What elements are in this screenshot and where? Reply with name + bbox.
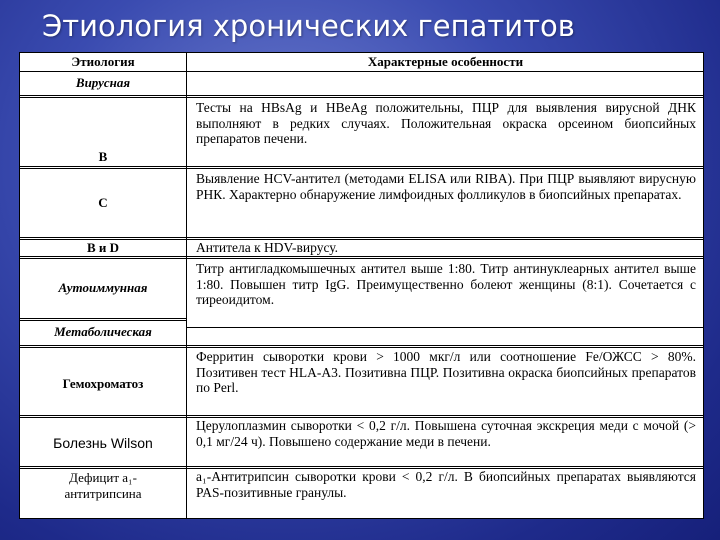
features-autoimmune: Титр антигладкомышечных антител выше 1:80. Титр антинуклеарных антител выше 1:80. Повышен титр IgG. Преимущественно болеют женщины (8:1). Сочетается с тиреоидитом. [196,261,696,308]
etiology-wilson: Болезнь Wilson [53,435,153,451]
etiology-bd: B и D [86,240,120,255]
header-features: Характерные особенности [367,54,524,69]
header-etiology: Этиология [71,54,135,69]
features-a1-antitrypsin: a₁-Антитрипсин сыворотки крови < 0,2 г/л. В биопсийных препаратах выявляются PAS-позитивные гранулы. [196,469,696,500]
etiology-hemochromatosis: Гемохроматоз [62,376,144,391]
features-hemochromatosis: Ферритин сыворотки крови > 1000 мкг/л или соотношение Fe/ОЖСС > 80%. Позитивен тест HLA-A3. Позитивна ПЦР. Позитивна окраска биопсийных препаратов по Perl. [196,349,696,396]
etiology-metabolic: Метаболическая [54,324,152,339]
features-c: Выявление HCV-антител (методами ELISA или RIBA). При ПЦР выявляют вирусную РНК. Характерно обнаружение лимфоидных фолликулов в биопсийных препаратах. [196,171,696,202]
column-divider [186,53,187,518]
features-wilson: Церулоплазмин сыворотки < 0,2 г/л. Повышена суточная экскреция меди с мочой (> 0,1 мг/24 ч). Повышено содержание меди в печени. [196,418,696,449]
etiology-autoimmune: Аутоиммунная [58,280,148,295]
features-bd: Антитела к HDV-вирусу. [196,240,339,255]
etiology-table [19,52,704,519]
etiology-c: C [98,194,108,210]
slide-title: Этиология хронических гепатитов [42,9,575,43]
features-b: Тесты на HBsAg и HBeAg положительны, ПЦР для выявления вирусной ДНК выполняют в редких случаях. Положительная окраска орсеином биопсийных препаратов печени. [196,100,696,147]
etiology-a1-antitrypsin: Дефицит a₁-антитрипсина [64,470,142,501]
etiology-viral: Вирусная [75,75,131,90]
etiology-b: B [98,148,108,164]
row-divider [187,327,703,328]
